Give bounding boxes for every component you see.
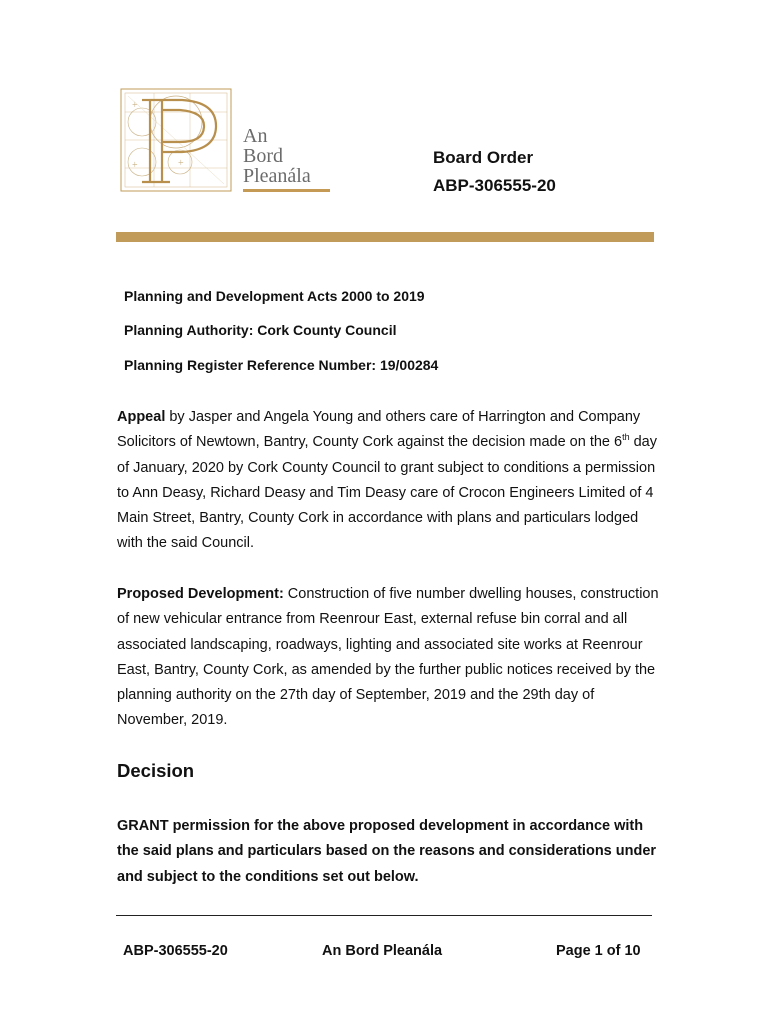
- svg-text:+: +: [178, 158, 184, 169]
- proposed-development-paragraph: [117, 582, 662, 734]
- register-reference-line: Planning Register Reference Number: 19/00284: [124, 357, 439, 373]
- svg-text:+: +: [132, 100, 138, 111]
- document-title: Board Order: [433, 148, 534, 167]
- footer-reference: ABP-306555-20: [123, 943, 228, 959]
- logo-wordmark: [243, 126, 311, 186]
- footer-rule: [116, 915, 652, 916]
- logo-line-bord: Bord: [243, 145, 283, 167]
- proposed-development-label: Proposed Development:: [117, 586, 284, 602]
- appeal-paragraph: [117, 405, 662, 557]
- appeal-text-2: day of January, 2020 by Cork County Council to grant subject to conditions a permission to Ann Deasy, Richard Deasy and Tim Deasy care of Crocon Engineers Limited of 4 Main Street, Bantry, County Cork in accordance with plans and particulars lodged with the said Council.: [117, 434, 658, 552]
- appeal-superscript: th: [622, 432, 630, 443]
- header-divider-bar: [116, 232, 654, 242]
- an-bord-pleanala-p-monogram-icon: [120, 88, 232, 192]
- document-header: [433, 144, 556, 200]
- logo-underline: [243, 189, 330, 192]
- decision-heading: Decision: [117, 760, 195, 781]
- footer-page-number: Page 1 of 10: [556, 943, 641, 959]
- acts-line: Planning and Development Acts 2000 to 2019: [124, 288, 425, 304]
- svg-text:+: +: [132, 160, 138, 171]
- appeal-label: Appeal: [117, 409, 166, 425]
- appeal-text-1: by Jasper and Angela Young and others care of Harrington and Company Solicitors of Newtown, Bantry, County Cork against the decision made on the 6: [117, 409, 641, 451]
- footer-body-name: An Bord Pleanála: [322, 943, 443, 959]
- proposed-development-text: Construction of five number dwelling houses, construction of new vehicular entrance from Reenrour East, external refuse bin corral and all associated landscaping, roadways, lighting and associated site works at Reenrour East, Bantry, County Cork, as amended by the further public notices received by the planning authority on the 27th day of September, 2019 and the 29th day of November, 2019.: [117, 586, 659, 729]
- grant-statement: GRANT permission for the above proposed development in accordance with the said plans and particulars based on the reasons and considerations under and subject to the conditions set out below.: [117, 818, 657, 885]
- logo-line-an: An: [243, 125, 268, 147]
- document-reference: ABP-306555-20: [433, 176, 556, 195]
- planning-authority-line: Planning Authority: Cork County Council: [124, 322, 397, 338]
- logo-line-pleanala: Pleanála: [243, 165, 311, 187]
